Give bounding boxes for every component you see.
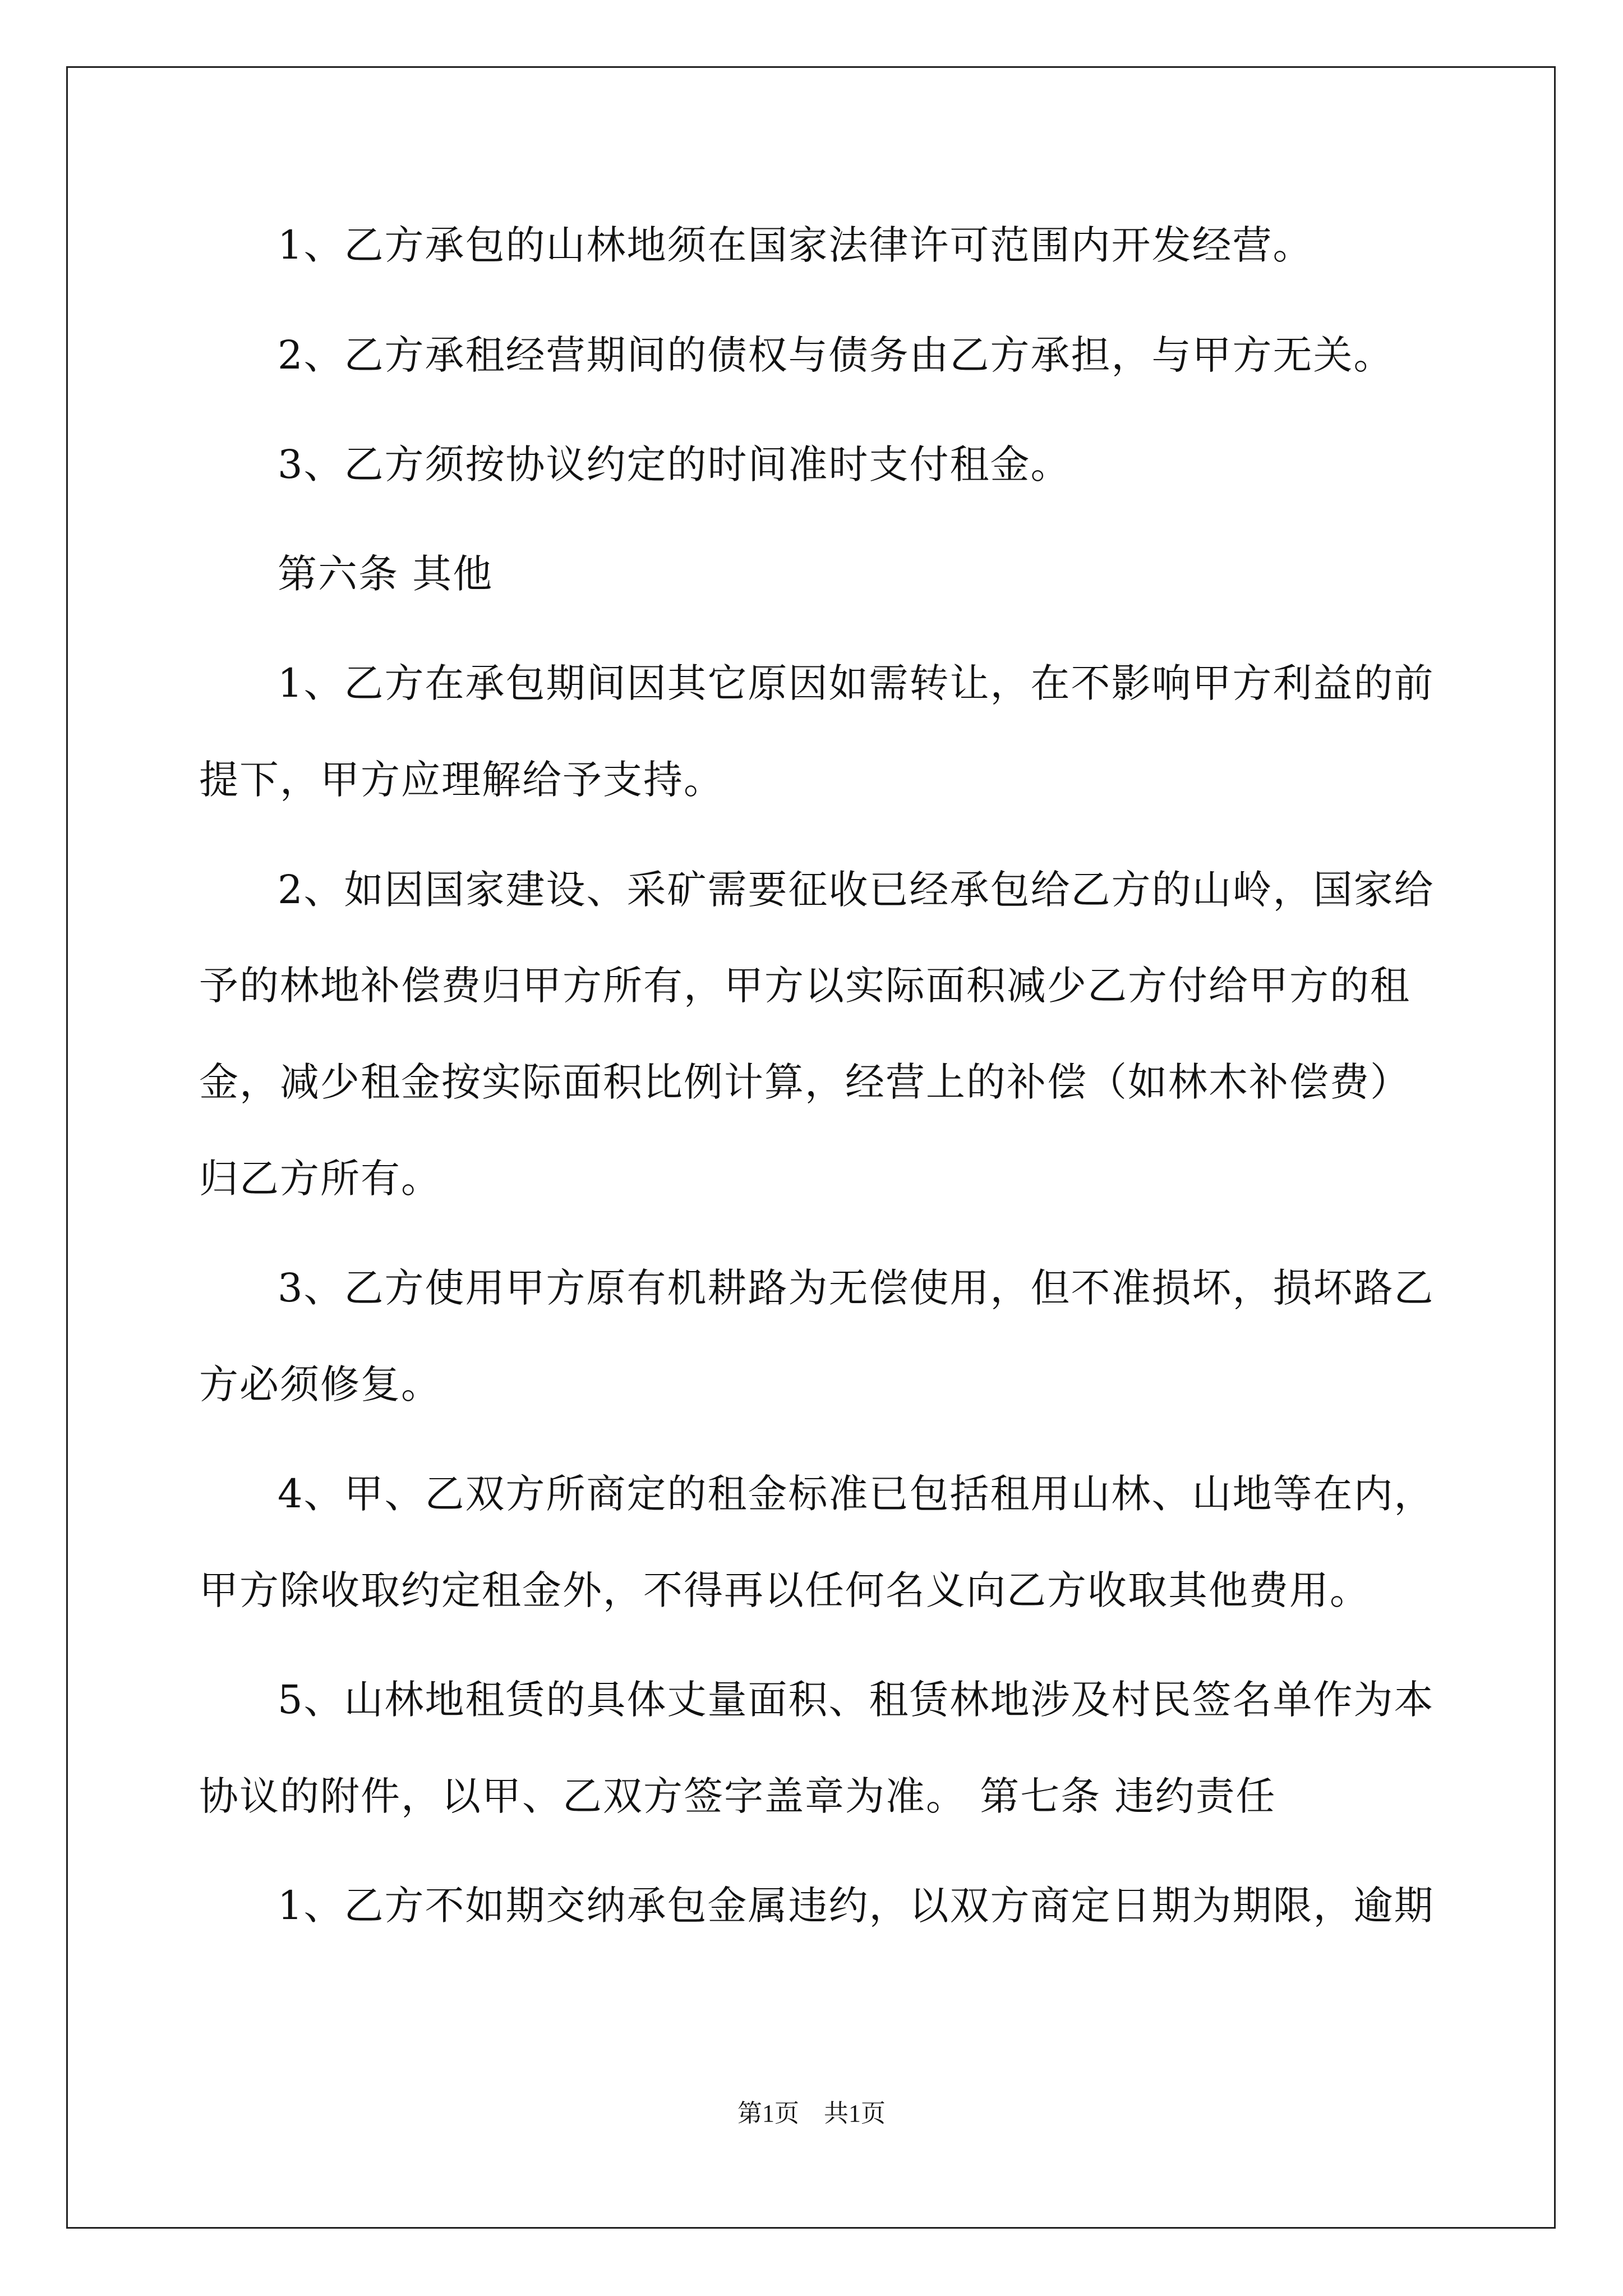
paragraph-line: 予的林地补偿费归甲方所有，甲方以实际面积减少乙方付给甲方的租 bbox=[199, 963, 1410, 1009]
paragraph-line: 协议的附件，以甲、乙双方签字盖章为准。 第七条 违约责任 bbox=[199, 1773, 1276, 1819]
page-number: 第1页 共1页 bbox=[737, 2100, 886, 2127]
paragraph-line: 1、乙方承包的山林地须在国家法律许可范围内开发经营。 bbox=[278, 222, 1313, 268]
paragraph-line: 3、乙方须按协议约定的时间准时支付租金。 bbox=[278, 441, 1071, 487]
paragraph-line: 甲方除收取约定租金外，不得再以任何名义向乙方收取其他费用。 bbox=[199, 1567, 1370, 1613]
paragraph-line: 3、乙方使用甲方原有机耕路为无偿使用，但不准损坏，损坏路乙 bbox=[278, 1265, 1435, 1311]
paragraph-line: 4、甲、乙双方所商定的租金标准已包括租用山林、山地等在内， bbox=[278, 1471, 1435, 1517]
paragraph-line: 5、山林地租赁的具体丈量面积、租赁林地涉及村民签名单作为本 bbox=[278, 1677, 1435, 1723]
paragraph-line: 提下，甲方应理解给予支持。 bbox=[199, 757, 724, 803]
paragraph-line: 1、乙方在承包期间因其它原因如需转让，在不影响甲方利益的前 bbox=[278, 660, 1435, 706]
paragraph-line: 方必须修复。 bbox=[199, 1361, 441, 1407]
paragraph-line: 2、如因国家建设、采矿需要征收已经承包给乙方的山岭，国家给 bbox=[278, 867, 1435, 913]
paragraph-line: 2、乙方承租经营期间的债权与债务由乙方承担，与甲方无关。 bbox=[278, 332, 1394, 378]
paragraph-line: 1、乙方不如期交纳承包金属违约，以双方商定日期为期限，逾期 bbox=[278, 1883, 1435, 1929]
paragraph-line: 金，减少租金按实际面积比例计算，经营上的补偿（如林木补偿费） bbox=[199, 1059, 1410, 1105]
section-heading: 第六条 其他 bbox=[278, 551, 494, 597]
paragraph-line: 归乙方所有。 bbox=[199, 1156, 441, 1202]
